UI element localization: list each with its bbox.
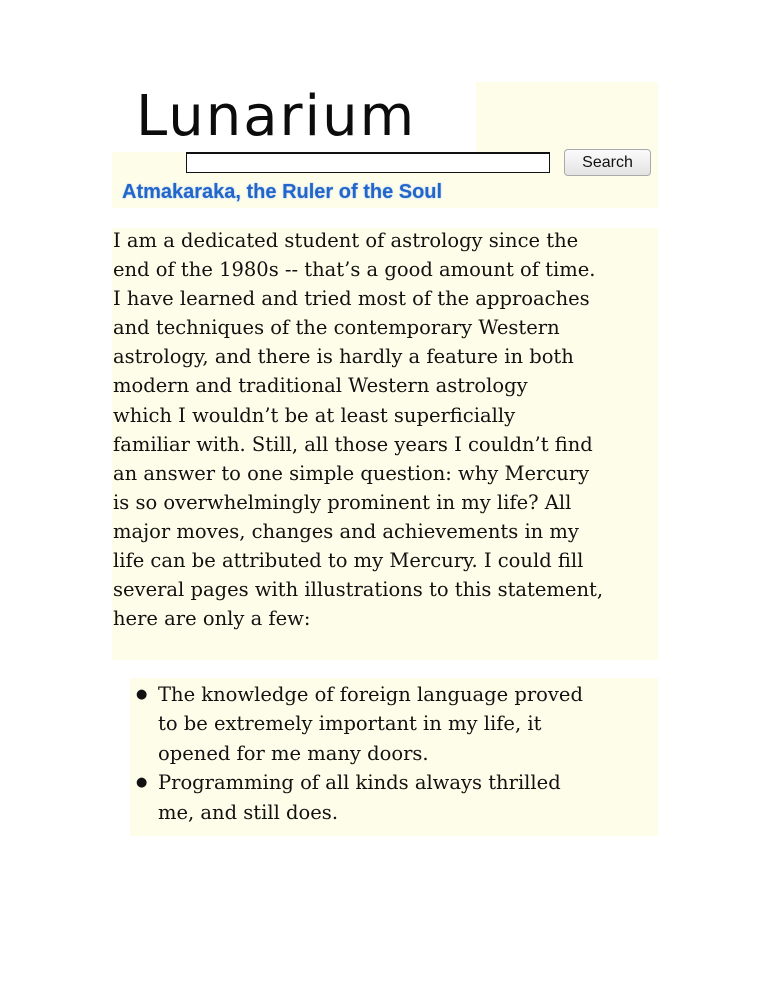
bullet-list <box>130 680 658 827</box>
paragraph-line: here are only a few: <box>113 607 311 631</box>
paragraph-line: which I wouldn’t be at least superficially <box>113 403 516 427</box>
paragraph-line: I am a dedicated student of astrology since the <box>113 229 579 252</box>
paragraph-line: familiar with. Still, all those years I couldn’t find <box>113 432 593 456</box>
paragraph-line: modern and traditional Western astrology <box>113 374 528 398</box>
bullet-icon: ● <box>136 775 148 791</box>
list-item-line: The knowledge of foreign language proved <box>158 683 583 706</box>
paragraph-line: I have learned and tried most of the approaches <box>113 287 590 311</box>
paragraph-line: life can be attributed to my Mercury. I could fill <box>113 549 584 573</box>
article-title: Atmakaraka, the Ruler of the Soul <box>122 181 443 203</box>
paragraph-line: and techniques of the contemporary Western <box>113 316 560 340</box>
paragraph-line: several pages with illustrations to this statement, <box>113 578 604 602</box>
site-logo[interactable]: Lunarium <box>136 84 417 149</box>
bullet-icon: ● <box>136 687 148 702</box>
paragraph-line: major moves, changes and achievements in my <box>113 519 579 543</box>
search-button[interactable]: Search <box>564 149 651 176</box>
paragraph-line: is so overwhelmingly prominent in my life? All <box>113 490 572 514</box>
intro-paragraph <box>113 226 673 633</box>
paragraph-line: an answer to one simple question: why Mercury <box>113 461 590 485</box>
list-item-line: Programming of all kinds always thrilled <box>158 771 561 795</box>
search-input[interactable] <box>186 152 550 173</box>
paragraph-line: astrology, and there is hardly a feature in both <box>113 345 574 369</box>
list-item-line: opened for me many doors. <box>158 741 429 765</box>
list-item-line: to be extremely important in my life, it <box>158 712 542 736</box>
list-item <box>130 768 658 827</box>
paragraph-line: end of the 1980s -- that’s a good amount of time. <box>113 258 596 282</box>
list-item <box>130 680 658 768</box>
list-item-line: me, and still does. <box>158 800 339 824</box>
